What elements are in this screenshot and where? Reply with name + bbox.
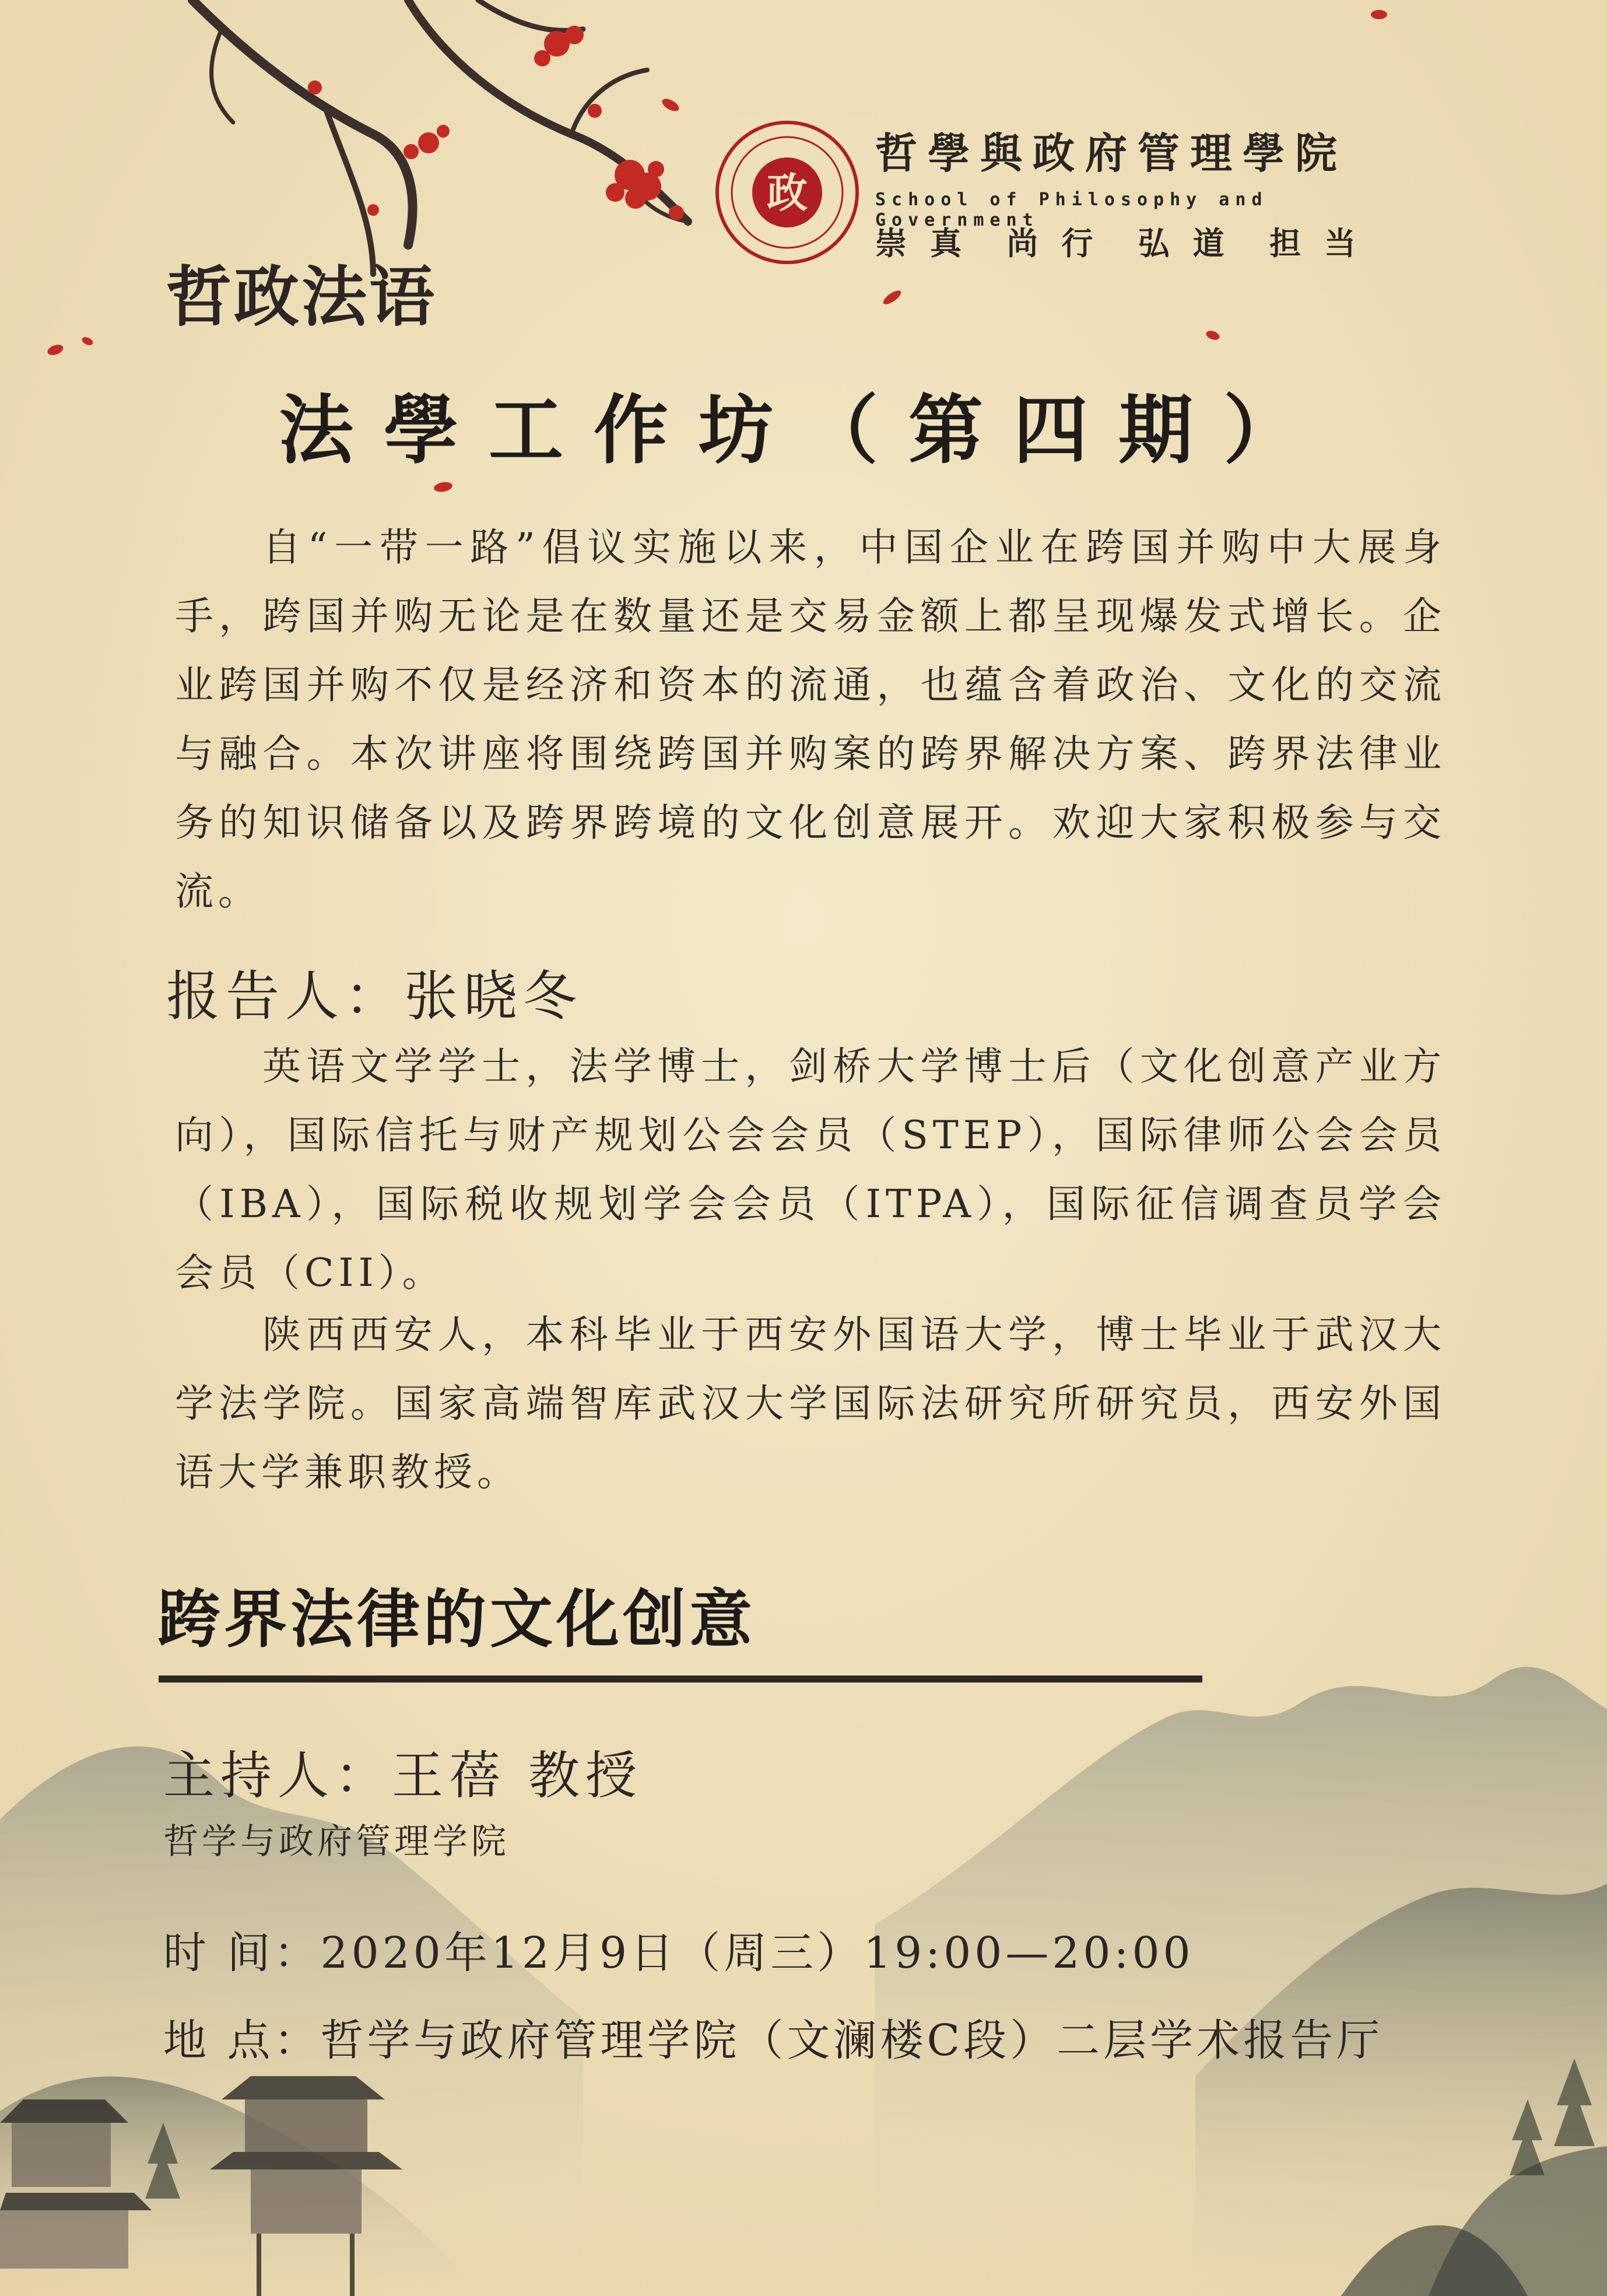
intro-paragraph: 自“一带一路”倡议实施以来，中国企业在跨国并购中大展身手，跨国并购无论是在数量还是交易金额上都呈现爆发式增长。企业跨国并购不仅是经济和资本的流通，也蕴含着政治、文化的交流与融合。本次讲座将围绕跨国并购案的跨界解决方案、跨界法律业务的知识储备以及跨界跨境的文化创意展开。欢迎大家积极参与交流。 (175, 525, 1446, 914)
event-time: 时 间：2020年12月9日（周三）19:00—20:00 (163, 1928, 1194, 1978)
school-name-en: School of Philosophy and Government (875, 190, 1268, 230)
motto-item: 担当 (1269, 225, 1379, 262)
motto-item: 崇真 (875, 225, 985, 262)
host-organization: 哲学与政府管理学院 (163, 1821, 510, 1862)
speaker-heading: 报告人：张晓冬 (166, 965, 583, 1028)
lecture-topic: 跨界法律的文化创意 (157, 1583, 756, 1656)
series-label: 哲政法语 (166, 260, 437, 335)
school-motto (875, 219, 1414, 264)
page-title: 法學工作坊（第四期） (278, 387, 1328, 474)
speaker-bio-2: 陕西西安人，本科毕业于西安外国语大学，博士毕业于武汉大学法学院。国家高端智库武汉大学国际法研究所研究员，西安外国语大学兼职教授。 (175, 1312, 1446, 1495)
university-seal-icon (714, 120, 860, 265)
motto-item: 弘道 (1138, 225, 1248, 262)
event-place: 地 点：哲学与政府管理学院（文澜楼C段）二层学术报告厅 (163, 2015, 1384, 2066)
motto-item: 尚行 (1006, 225, 1117, 262)
school-name-cn: 哲學與政府管理學院 (875, 128, 1348, 178)
speaker-bio-1: 英语文学学士，法学博士，剑桥大学博士后（文化创意产业方向），国际信托与财产规划公会会员（STEP），国际律师公会会员（IBA），国际税收规划学会会员（ITPA），国际征信调查员学会会员（CII）。 (175, 1044, 1446, 1295)
topic-divider (159, 1675, 1202, 1682)
school-logo (714, 120, 1414, 289)
host-line: 主持人：王蓓 教授 (163, 1745, 643, 1806)
seal-character: 政 (767, 169, 808, 217)
